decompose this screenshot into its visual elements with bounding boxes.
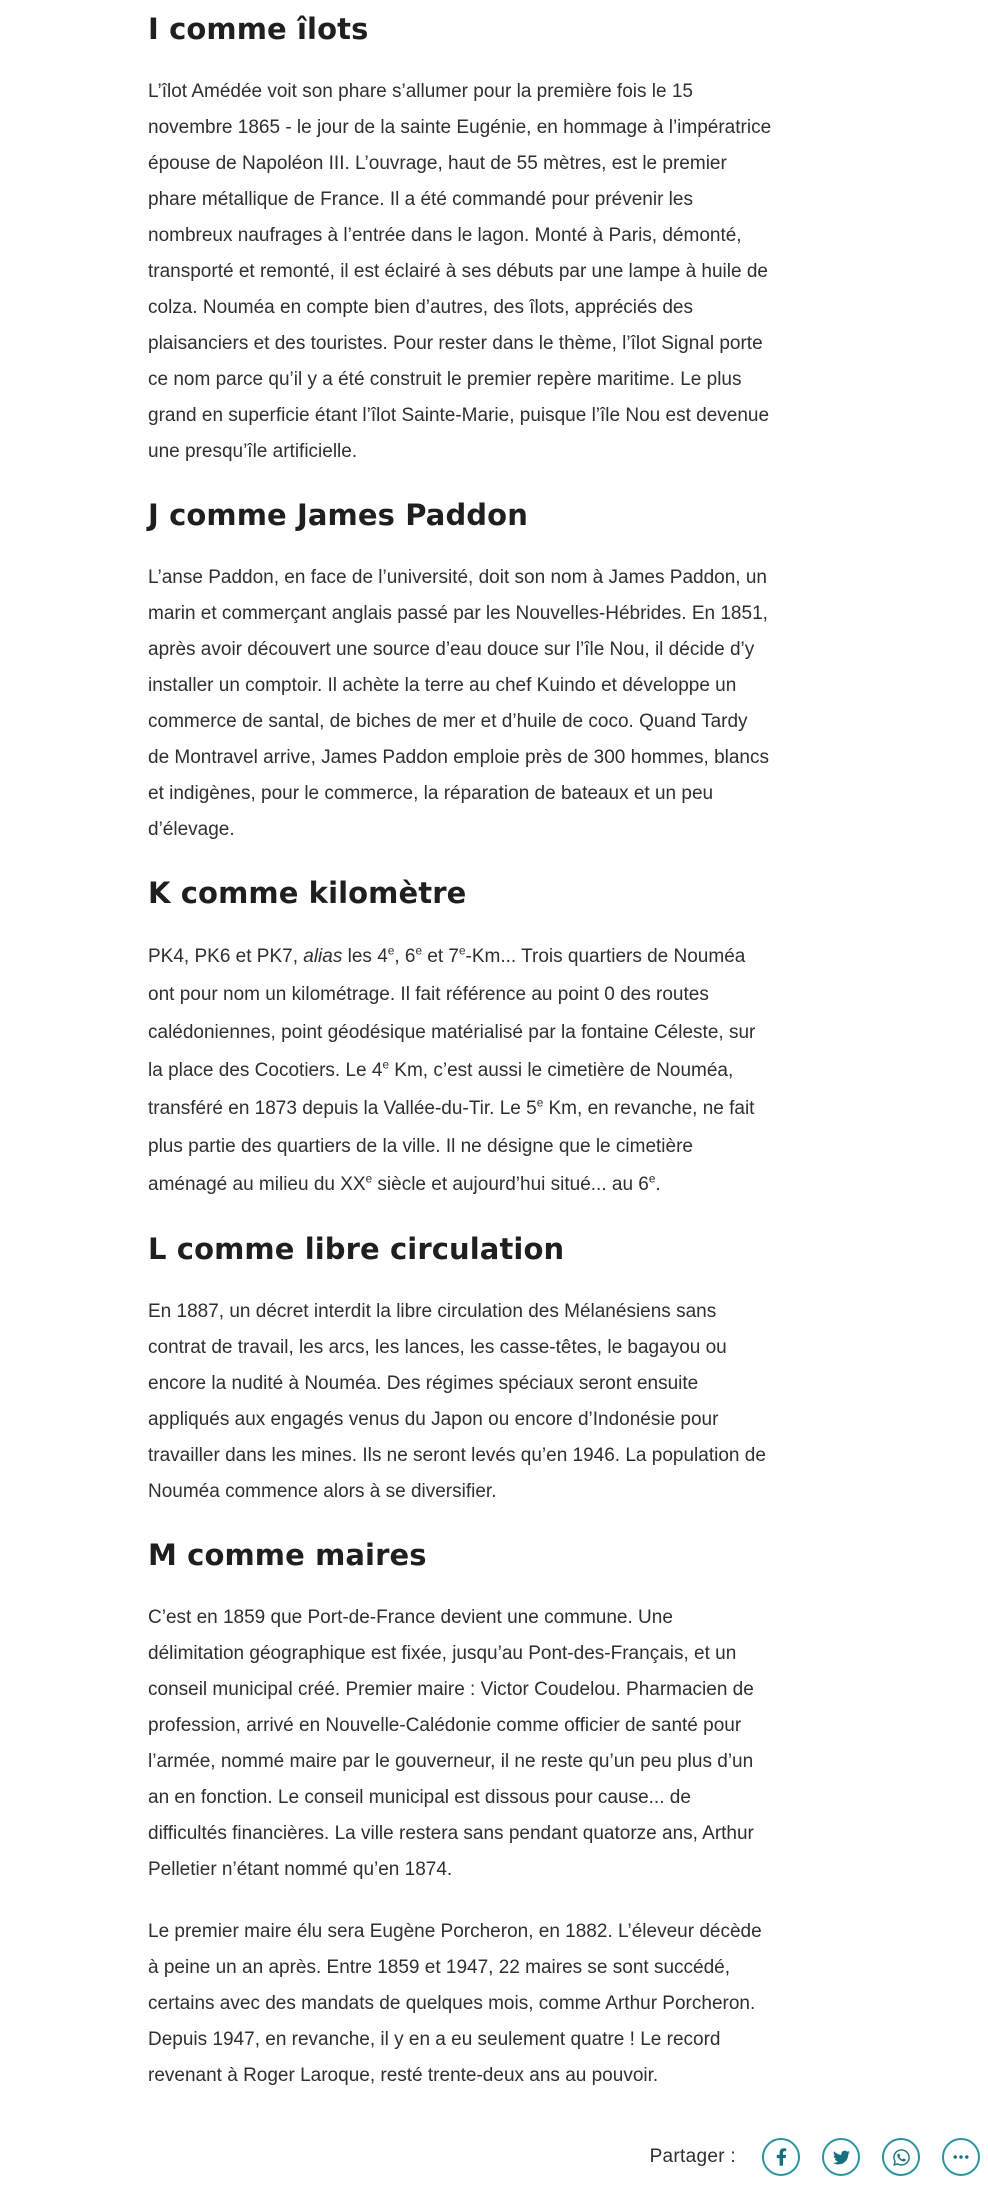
superscript: e <box>458 944 466 958</box>
share-row <box>0 2120 989 2190</box>
paragraph <box>148 938 772 1204</box>
superscript: e <box>648 1172 656 1186</box>
section-heading: L comme libre circulation <box>148 1232 565 1266</box>
text-run: C’est en 1859 que Port-de-France devient une commune. Une délimitation géographique est fixée, jusqu’au Pont-des-Français, et un conseil municipal créé. Premier maire : Victor Coudelou. Pharmacien de profession, arrivé en Nouvelle-Calédonie comme officier de santé pour l’armée, nommé maire par le gouverneur, il ne reste qu’un peu plus d’un an en fonction. Le conseil municipal est dissous pour cause... de difficultés financières. La ville restera sans pendant quatorze ans, Arthur Pelletier n’étant nommé qu’en 1874. <box>148 1607 754 1880</box>
article-section <box>148 1536 772 2094</box>
text-run: En 1887, un décret interdit la libre circulation des Mélanésiens sans contrat de travail, les arcs, les lances, les casse-têtes, le bagayou ou encore la nudité à Nouméa. Des régimes spéciaux seront ensuite appliqués aux engagés venus du Japon ou encore d’Indonésie pour travailler dans les mines. Ils ne seront levés qu’en 1946. La population de Nouméa commence alors à se diversifier. <box>148 1301 766 1502</box>
whatsapp-share-button[interactable] <box>882 2138 920 2176</box>
article-section <box>148 10 772 470</box>
text-run: et 7 <box>421 946 459 967</box>
section-heading: M comme maires <box>148 1538 427 1572</box>
text-run: . <box>655 1174 661 1195</box>
more-options-icon <box>953 2154 969 2160</box>
superscript: e <box>382 1058 390 1072</box>
text-run: , 6 <box>394 946 416 967</box>
article-sections <box>148 10 772 2094</box>
superscript: e <box>365 1172 373 1186</box>
text-run: L’anse Paddon, en face de l’université, doit son nom à James Paddon, un marin et commerçant anglais passé par les Nouvelles-Hébrides. En 1851, après avoir découvert une source d’eau douce sur l’île Nou, il décide d’y installer un comptoir. Il achète la terre au chef Kuindo et développe un commerce de santal, de biches de mer et d’huile de coco. Quand Tardy de Montravel arrive, James Paddon emploie près de 300 hommes, blancs et indigènes, pour le commerce, la réparation de bateaux et un peu d’élevage. <box>148 567 769 840</box>
share-buttons <box>762 2138 980 2176</box>
text-run: Km, c’est aussi le cimetière de Nouméa, transféré en 1873 depuis la Vallée-du-Tir. Le 5 <box>148 1060 734 1119</box>
superscript: e <box>536 1096 544 1110</box>
text-run: Km, en revanche, ne fait plus partie des quartiers de la ville. Il ne désigne que le cimetière aménagé au milieu du XX <box>148 1098 755 1195</box>
twitter-share-button[interactable] <box>822 2138 860 2176</box>
text-run: PK4, PK6 et PK7, <box>148 946 304 967</box>
paragraph <box>148 1600 772 1888</box>
whatsapp-icon <box>892 2148 911 2167</box>
superscript: e <box>415 944 422 958</box>
facebook-share-button[interactable] <box>762 2138 800 2176</box>
article-section <box>148 874 772 1204</box>
facebook-icon <box>776 2148 787 2166</box>
twitter-icon <box>832 2149 851 2166</box>
text-run: -Km... Trois quartiers de Nouméa ont pour nom un kilométrage. Il fait référence au point 0 des routes calédoniennes, point géodésique matérialisé par la fontaine Céleste, sur la place des Cocotiers. Le 4 <box>148 946 756 1081</box>
text-run: L’îlot Amédée voit son phare s’allumer pour la première fois le 15 novembre 1865 - le jour de la sainte Eugénie, en hommage à l’impératrice épouse de Napoléon III. L’ouvrage, haut de 55 mètres, est le premier phare métallique de France. Il a été commandé pour prévenir les nombreux naufrages à l’entrée dans le lagon. Monté à Paris, démonté, transporté et remonté, il est éclairé à ses débuts par une lampe à huile de colza. Nouméa en compte bien d’autres, des îlots, appréciés des plaisanciers et des touristes. Pour rester dans le thème, l’îlot Signal porte ce nom parce qu’il y a été construit le premier repère maritime. Le plus grand en superficie étant l’îlot Sainte-Marie, puisque l’île Nou est devenue une presqu’île artificielle. <box>148 81 772 462</box>
text-run: siècle et aujourd’hui situé... au 6 <box>372 1174 649 1195</box>
text-run: Le premier maire élu sera Eugène Porcheron, en 1882. L’éleveur décède à peine un an après. Entre 1859 et 1947, 22 maires se sont succédé, certains avec des mandats de quelques mois, comme Arthur Porcheron. Depuis 1947, en revanche, il y en a eu seulement quatre ! Le record revenant à Roger Laroque, resté trente-deux ans au pouvoir. <box>148 1921 762 2086</box>
article-section <box>148 496 772 848</box>
paragraph <box>148 74 772 470</box>
section-heading: J comme James Paddon <box>148 498 528 532</box>
section-heading: I comme îlots <box>148 12 369 46</box>
share-label: Partager : <box>649 2146 736 2167</box>
more-share-button[interactable] <box>942 2138 980 2176</box>
text-run: les 4 <box>342 946 388 967</box>
section-heading: K comme kilomètre <box>148 876 467 910</box>
paragraph <box>148 560 772 848</box>
text-run: alias <box>303 946 343 967</box>
paragraph <box>148 1914 772 2094</box>
article-section <box>148 1230 772 1510</box>
paragraph <box>148 1294 772 1510</box>
superscript: e <box>387 944 395 958</box>
